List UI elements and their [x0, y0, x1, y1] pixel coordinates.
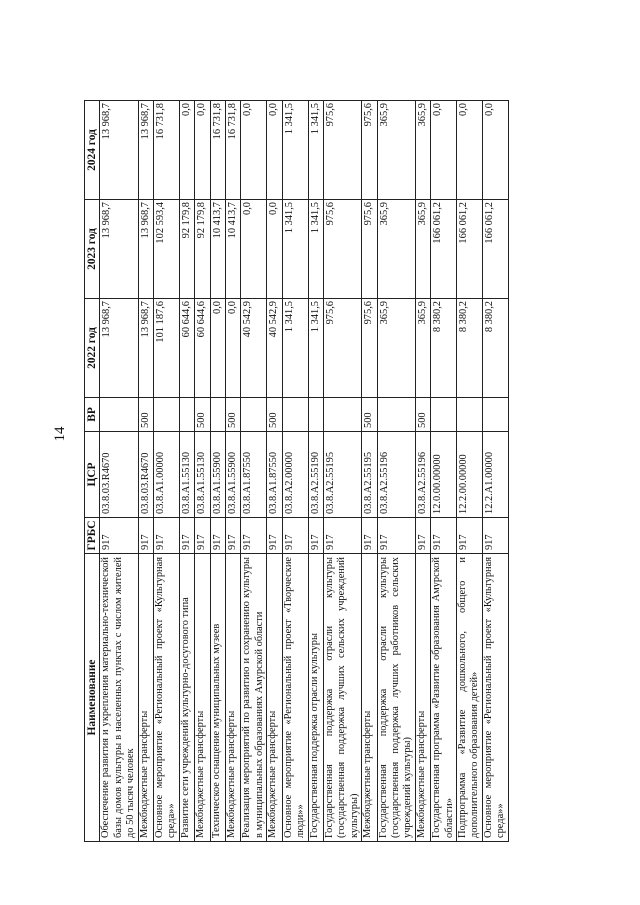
- cell-2024: 0,0: [431, 101, 457, 200]
- cell-2023: 365,9: [377, 200, 415, 299]
- cell-vr: [308, 398, 323, 432]
- cell-grbs: 917: [195, 518, 210, 554]
- cell-name: Межбюджетные трансферты: [226, 554, 241, 842]
- table-body: [100, 101, 508, 842]
- cell-name: Межбюджетные трансферты: [138, 554, 153, 842]
- cell-2022: 975,6: [323, 299, 361, 398]
- cell-2022: 0,0: [210, 299, 225, 398]
- cell-2023: 166 061,2: [456, 200, 482, 299]
- cell-2023: 102 593,4: [154, 200, 180, 299]
- cell-2024: 0,0: [482, 101, 508, 200]
- cell-grbs: 917: [362, 518, 377, 554]
- cell-csr: 03.8.A1.87550: [267, 432, 282, 518]
- cell-name: Развитие сети учреждений культурно-досугового типа: [179, 554, 194, 842]
- cell-2024: 16 731,8: [226, 101, 241, 200]
- cell-2024: 365,9: [415, 101, 430, 200]
- cell-2023: 13 968,7: [100, 200, 138, 299]
- cell-vr: [377, 398, 415, 432]
- cell-2022: 40 542,9: [241, 299, 267, 398]
- cell-name: Межбюджетные трансферты: [362, 554, 377, 842]
- table-row: [415, 101, 430, 842]
- cell-csr: 03.8.A2.55195: [323, 432, 361, 518]
- cell-csr: 03.8.A1.55900: [210, 432, 225, 518]
- cell-2022: 13 968,7: [138, 299, 153, 398]
- cell-2024: 0,0: [195, 101, 210, 200]
- cell-grbs: 917: [154, 518, 180, 554]
- header-2024: 2024 год: [85, 101, 100, 200]
- cell-csr: 03.8.A2.55196: [377, 432, 415, 518]
- header-csr: ЦСР: [85, 432, 100, 518]
- cell-2023: 975,6: [362, 200, 377, 299]
- cell-2024: 13 968,7: [138, 101, 153, 200]
- cell-grbs: 917: [282, 518, 308, 554]
- cell-2022: 60 644,6: [179, 299, 194, 398]
- cell-name: Реализация мероприятий по развитию и сохранению культуры в муниципальных образованиях Амурской области: [241, 554, 267, 842]
- table-header-row: [85, 101, 100, 842]
- cell-csr: 03.8.A2.00000: [282, 432, 308, 518]
- cell-grbs: 917: [241, 518, 267, 554]
- cell-vr: [482, 398, 508, 432]
- table-row: [308, 101, 323, 842]
- cell-csr: 03.8.A1.55130: [195, 432, 210, 518]
- cell-csr: 12.2.00.00000: [456, 432, 482, 518]
- cell-csr: 03.8.A1.87550: [241, 432, 267, 518]
- table-row: [100, 101, 138, 842]
- cell-csr: 03.8.03.R4670: [100, 432, 138, 518]
- cell-grbs: 917: [323, 518, 361, 554]
- header-name: Наименование: [85, 554, 100, 842]
- table-row: [138, 101, 153, 842]
- table-row: [323, 101, 361, 842]
- cell-vr: 500: [267, 398, 282, 432]
- cell-2024: 13 968,7: [100, 101, 138, 200]
- cell-grbs: 917: [482, 518, 508, 554]
- cell-grbs: 917: [267, 518, 282, 554]
- cell-2023: 92 179,8: [179, 200, 194, 299]
- rotated-table-wrapper: [84, 101, 509, 842]
- cell-2022: 0,0: [226, 299, 241, 398]
- cell-name: Межбюджетные трансферты: [415, 554, 430, 842]
- table-row: [179, 101, 194, 842]
- cell-2024: 0,0: [241, 101, 267, 200]
- cell-2022: 8 380,2: [431, 299, 457, 398]
- header-grbs: ГРБС: [85, 518, 100, 554]
- cell-vr: [431, 398, 457, 432]
- cell-2022: 40 542,9: [267, 299, 282, 398]
- cell-2023: 0,0: [241, 200, 267, 299]
- table-row: [241, 101, 267, 842]
- cell-grbs: 917: [138, 518, 153, 554]
- cell-name: Основное мероприятие «Региональный проект «Культурная среда»»: [482, 554, 508, 842]
- table-row: [154, 101, 180, 842]
- cell-grbs: 917: [377, 518, 415, 554]
- header-2022: 2022 год: [85, 299, 100, 398]
- cell-2024: 16 731,8: [210, 101, 225, 200]
- table-row: [362, 101, 377, 842]
- cell-2023: 166 061,2: [482, 200, 508, 299]
- cell-vr: [456, 398, 482, 432]
- cell-name: Обеспечение развития и укрепления материально-технической базы домов культуры в населенных пунктах с числом жителей до 50 тысяч человек: [100, 554, 138, 842]
- header-vr: ВР: [85, 398, 100, 432]
- cell-2023: 365,9: [415, 200, 430, 299]
- cell-grbs: 917: [308, 518, 323, 554]
- cell-2024: 975,6: [323, 101, 361, 200]
- cell-2024: 0,0: [456, 101, 482, 200]
- cell-2022: 975,6: [362, 299, 377, 398]
- cell-vr: [282, 398, 308, 432]
- cell-csr: 03.8.A2.55190: [308, 432, 323, 518]
- table-row: [267, 101, 282, 842]
- cell-vr: [210, 398, 225, 432]
- cell-grbs: 917: [100, 518, 138, 554]
- cell-vr: 500: [415, 398, 430, 432]
- cell-2022: 101 187,6: [154, 299, 180, 398]
- cell-2024: 0,0: [179, 101, 194, 200]
- cell-2022: 8 380,2: [482, 299, 508, 398]
- table-row: [377, 101, 415, 842]
- table-row: [226, 101, 241, 842]
- cell-csr: 12.0.00.00000: [431, 432, 457, 518]
- table-row: [282, 101, 308, 842]
- cell-2024: 0,0: [267, 101, 282, 200]
- cell-name: Государственная поддержка отрасли культуры: [308, 554, 323, 842]
- cell-name: Подпрограмма «Развитие дошкольного, общего и дополнительного образования детей»: [456, 554, 482, 842]
- cell-name: Основное мероприятие «Региональный проект «Творческие люди»»: [282, 554, 308, 842]
- table-row: [456, 101, 482, 842]
- table-row: [210, 101, 225, 842]
- cell-name: Государственная поддержка отрасли культуры (государственная поддержка лучших сельских учреждений культуры): [323, 554, 361, 842]
- budget-table: [84, 100, 509, 842]
- cell-2024: 975,6: [362, 101, 377, 200]
- cell-grbs: 917: [210, 518, 225, 554]
- cell-2023: 1 341,5: [308, 200, 323, 299]
- cell-vr: [154, 398, 180, 432]
- cell-name: Основное мероприятие «Региональный проект «Культурная среда»»: [154, 554, 180, 842]
- cell-vr: [241, 398, 267, 432]
- table-row: [195, 101, 210, 842]
- cell-vr: 500: [138, 398, 153, 432]
- cell-2022: 365,9: [415, 299, 430, 398]
- cell-2022: 1 341,5: [308, 299, 323, 398]
- cell-csr: 03.8.03.R4670: [138, 432, 153, 518]
- cell-2024: 365,9: [377, 101, 415, 200]
- header-2023: 2023 год: [85, 200, 100, 299]
- cell-2023: 13 968,7: [138, 200, 153, 299]
- cell-csr: 03.8.A2.55195: [362, 432, 377, 518]
- cell-2023: 975,6: [323, 200, 361, 299]
- cell-2022: 8 380,2: [456, 299, 482, 398]
- cell-grbs: 917: [415, 518, 430, 554]
- cell-name: Техническое оснащение муниципальных музеев: [210, 554, 225, 842]
- cell-grbs: 917: [179, 518, 194, 554]
- cell-vr: [323, 398, 361, 432]
- page-number: 14: [52, 426, 68, 442]
- cell-name: Государственная поддержка отрасли культуры (государственная поддержка лучших работников сельских учреждений культуры): [377, 554, 415, 842]
- cell-csr: 03.8.A1.55900: [226, 432, 241, 518]
- cell-vr: 500: [195, 398, 210, 432]
- cell-csr: 12.2.A1.00000: [482, 432, 508, 518]
- cell-grbs: 917: [226, 518, 241, 554]
- cell-2022: 1 341,5: [282, 299, 308, 398]
- cell-name: Межбюджетные трансферты: [267, 554, 282, 842]
- cell-vr: 500: [362, 398, 377, 432]
- cell-2023: 166 061,2: [431, 200, 457, 299]
- cell-2023: 10 413,7: [210, 200, 225, 299]
- cell-2024: 1 341,5: [308, 101, 323, 200]
- cell-2022: 365,9: [377, 299, 415, 398]
- cell-grbs: 917: [456, 518, 482, 554]
- cell-2023: 10 413,7: [226, 200, 241, 299]
- cell-csr: 03.8.A2.55196: [415, 432, 430, 518]
- cell-2024: 16 731,8: [154, 101, 180, 200]
- cell-2022: 60 644,6: [195, 299, 210, 398]
- cell-csr: 03.8.A1.00000: [154, 432, 180, 518]
- table-row: [431, 101, 457, 842]
- cell-vr: [179, 398, 194, 432]
- cell-vr: [100, 398, 138, 432]
- cell-csr: 03.8.A1.55130: [179, 432, 194, 518]
- cell-vr: 500: [226, 398, 241, 432]
- cell-2024: 1 341,5: [282, 101, 308, 200]
- cell-name: Межбюджетные трансферты: [195, 554, 210, 842]
- cell-2023: 92 179,8: [195, 200, 210, 299]
- cell-name: Государственная программа «Развитие образования Амурской области»: [431, 554, 457, 842]
- table-row: [482, 101, 508, 842]
- cell-2023: 1 341,5: [282, 200, 308, 299]
- cell-grbs: 917: [431, 518, 457, 554]
- cell-2022: 13 968,7: [100, 299, 138, 398]
- cell-2023: 0,0: [267, 200, 282, 299]
